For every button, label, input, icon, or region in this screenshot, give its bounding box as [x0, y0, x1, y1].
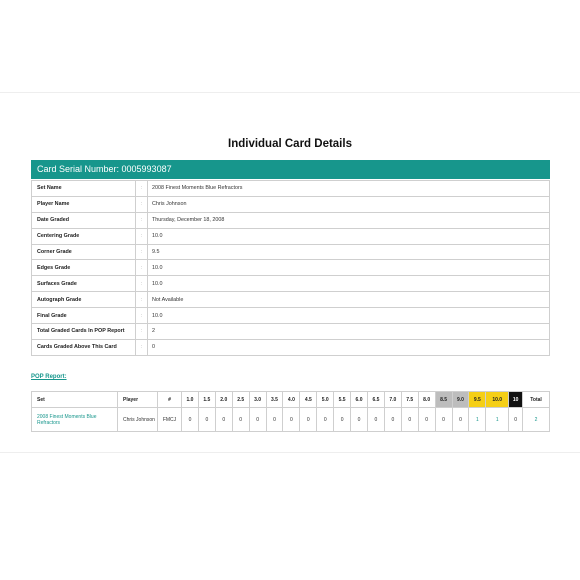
pop-header-grade: 3.5	[266, 392, 283, 408]
pop-count: 0	[401, 408, 418, 432]
pop-header-grade: 4.0	[283, 392, 300, 408]
detail-label: Total Graded Cards In POP Report	[32, 324, 136, 340]
pop-header-grade: 3.0	[249, 392, 266, 408]
pop-count: 0	[249, 408, 266, 432]
pop-count-link[interactable]: 1	[486, 408, 509, 432]
detail-label: Corner Grade	[32, 244, 136, 260]
pop-count: 0	[452, 408, 469, 432]
detail-row-player-name	[32, 196, 550, 212]
pop-header-set: Set	[32, 392, 118, 408]
pop-header-grade: 6.5	[367, 392, 384, 408]
detail-value: 9.5	[148, 244, 550, 260]
detail-separator: :	[136, 244, 148, 260]
pop-header-grade: 9.0	[452, 392, 469, 408]
pop-number: FMCJ	[158, 408, 182, 432]
pop-count: 0	[215, 408, 232, 432]
detail-separator: :	[136, 308, 148, 324]
pop-count: 0	[266, 408, 283, 432]
pop-header-grade: 8.0	[418, 392, 435, 408]
pop-header-grade: 10.0	[486, 392, 509, 408]
pop-header-grade: 4.5	[300, 392, 317, 408]
pop-count: 0	[509, 408, 523, 432]
pop-count: 0	[182, 408, 199, 432]
pop-header-grade: 8.5	[435, 392, 452, 408]
detail-label: Final Grade	[32, 308, 136, 324]
detail-row-final-grade	[32, 308, 550, 324]
detail-label: Set Name	[32, 181, 136, 197]
detail-row-total-graded	[32, 324, 550, 340]
pop-header-grade: 5.5	[334, 392, 351, 408]
pop-header-grade: 2.5	[232, 392, 249, 408]
detail-separator: :	[136, 276, 148, 292]
pop-count: 0	[367, 408, 384, 432]
card-details-table	[31, 180, 550, 356]
pop-report-table	[31, 391, 550, 432]
detail-value: Chris Johnson	[148, 196, 550, 212]
pop-header-grade: 9.5	[469, 392, 486, 408]
detail-value: Thursday, December 18, 2008	[148, 212, 550, 228]
detail-separator: :	[136, 339, 148, 355]
detail-row-autograph-grade	[32, 292, 550, 308]
pop-count: 0	[300, 408, 317, 432]
detail-value: Not Available	[148, 292, 550, 308]
pop-header-grade: 1.5	[198, 392, 215, 408]
detail-row-set-name	[32, 181, 550, 197]
pop-report-link[interactable]: POP Report:	[31, 374, 67, 380]
detail-value: 10.0	[148, 228, 550, 244]
detail-separator: :	[136, 292, 148, 308]
detail-label: Cards Graded Above This Card	[32, 339, 136, 355]
pop-header-grade: 7.5	[401, 392, 418, 408]
pop-data-row	[32, 408, 550, 432]
detail-separator: :	[136, 196, 148, 212]
detail-label: Autograph Grade	[32, 292, 136, 308]
page-title: Individual Card Details	[228, 138, 352, 150]
detail-value: 2	[148, 324, 550, 340]
detail-label: Surfaces Grade	[32, 276, 136, 292]
pop-header-grade: 1.0	[182, 392, 199, 408]
detail-row-graded-above	[32, 339, 550, 355]
detail-label: Edges Grade	[32, 260, 136, 276]
pop-count: 0	[384, 408, 401, 432]
detail-value: 10.0	[148, 260, 550, 276]
pop-count: 0	[198, 408, 215, 432]
bottom-divider	[0, 452, 580, 453]
pop-count: 0	[435, 408, 452, 432]
pop-header-grade: 6.0	[351, 392, 368, 408]
detail-value: 2008 Finest Moments Blue Refractors	[148, 181, 550, 197]
detail-value: 10.0	[148, 276, 550, 292]
detail-row-surfaces-grade	[32, 276, 550, 292]
detail-separator: :	[136, 324, 148, 340]
pop-player: Chris Johnson	[118, 408, 158, 432]
detail-row-corner-grade	[32, 244, 550, 260]
pop-header-total: Total	[523, 392, 550, 408]
detail-row-date-graded	[32, 212, 550, 228]
pop-header-number: #	[158, 392, 182, 408]
detail-separator: :	[136, 260, 148, 276]
detail-row-centering-grade	[32, 228, 550, 244]
detail-row-edges-grade	[32, 260, 550, 276]
pop-header-grade: 7.0	[384, 392, 401, 408]
pop-count: 0	[351, 408, 368, 432]
detail-label: Player Name	[32, 196, 136, 212]
pop-header-grade: 10	[509, 392, 523, 408]
pop-header-row	[32, 392, 550, 408]
pop-set-link[interactable]: 2008 Finest Moments Blue Refractors	[32, 408, 118, 432]
pop-header-grade: 2.0	[215, 392, 232, 408]
detail-separator: :	[136, 212, 148, 228]
detail-label: Centering Grade	[32, 228, 136, 244]
serial-number-bar: Card Serial Number: 0005993087	[31, 160, 550, 179]
pop-count-link[interactable]: 1	[469, 408, 486, 432]
detail-separator: :	[136, 181, 148, 197]
pop-count: 0	[418, 408, 435, 432]
pop-header-player: Player	[118, 392, 158, 408]
pop-count: 0	[283, 408, 300, 432]
detail-value: 0	[148, 339, 550, 355]
pop-header-grade: 5.0	[317, 392, 334, 408]
pop-count: 0	[317, 408, 334, 432]
detail-separator: :	[136, 228, 148, 244]
pop-count: 0	[334, 408, 351, 432]
top-divider	[0, 92, 580, 93]
detail-value: 10.0	[148, 308, 550, 324]
pop-count: 0	[232, 408, 249, 432]
detail-label: Date Graded	[32, 212, 136, 228]
pop-total-link[interactable]: 2	[523, 408, 550, 432]
